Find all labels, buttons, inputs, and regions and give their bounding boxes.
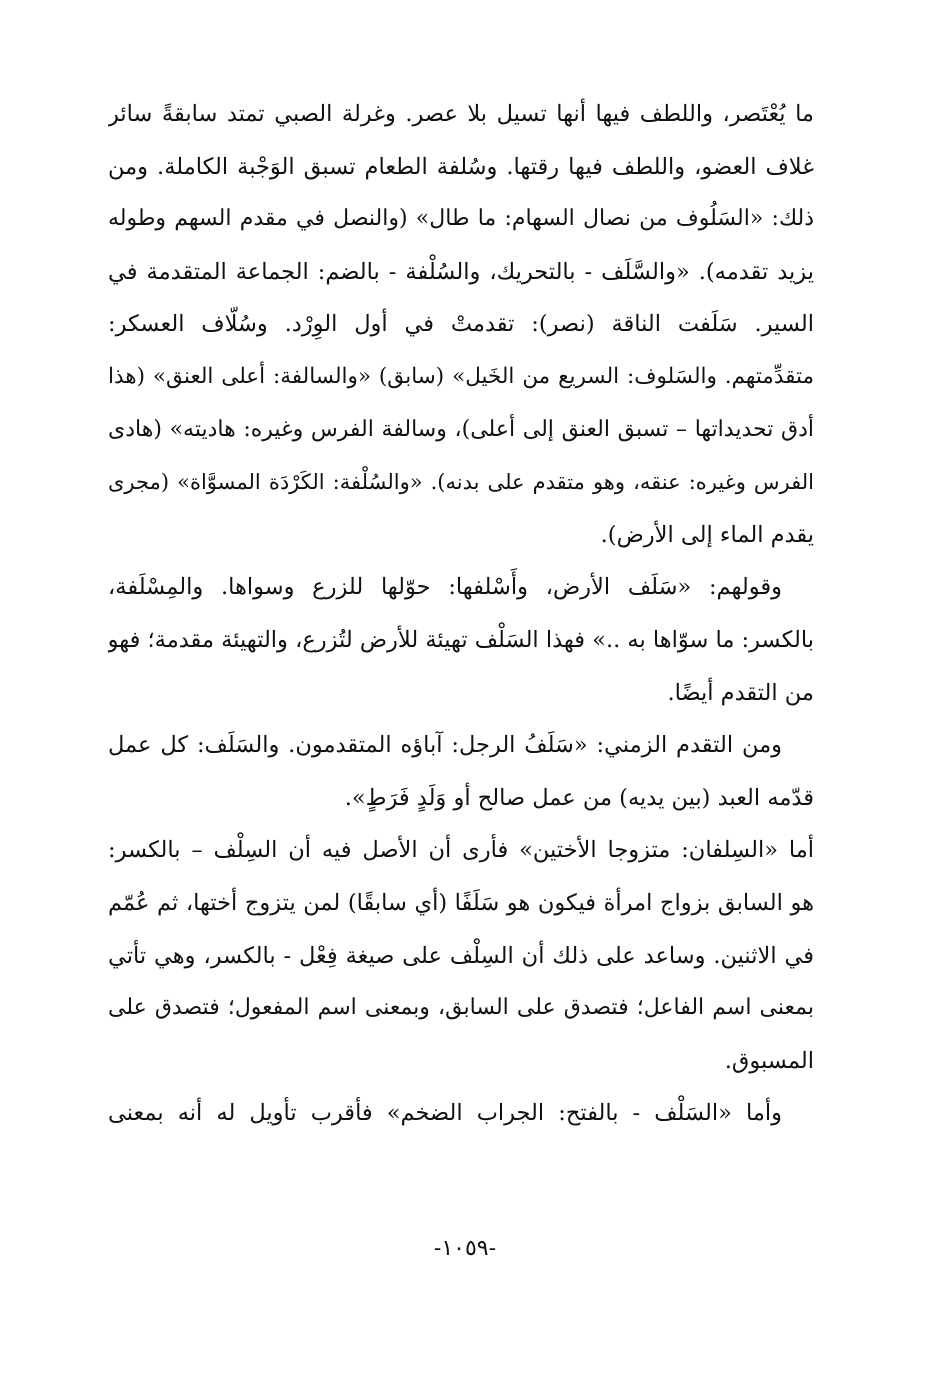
text-line: متقدِّمتهم. والسَلوف: السريع من الخَيل» (سابق) «والسالفة: أعلى العنق» (هذا: [108, 363, 814, 389]
text-line: السير. سَلَفت الناقة (نصر): تقدمتْ في أول الوِرْد. وسُلّاف العسكر:: [108, 311, 814, 338]
page-body: [108, 88, 814, 1140]
text-line: في الاثنين. وساعد على ذلك أن السِلْف على صيغة فِعْل - بالكسر، وهي تأتي: [108, 942, 814, 969]
paragraph-5: [108, 1087, 814, 1140]
paragraph-1: [108, 88, 814, 561]
text-line: بمعنى اسم الفاعل؛ فتصدق على السابق، وبمعنى اسم المفعول؛ فتصدق على: [108, 995, 814, 1021]
text-line: أدق تحديداتها – تسبق العنق إلى أعلى)، وسالفة الفرس وغيره: هاديته» (هادى: [108, 416, 814, 442]
text-line: ذلك: «السَلُوف من نصال السهام: ما طال» (والنصل في مقدم السهم وطوله: [108, 206, 814, 232]
text-line: قدّمه العبد (بين يديه) من عمل صالح أو وَلَدٍ فَرَطٍ».: [344, 784, 814, 811]
paragraph-2: [108, 561, 814, 719]
text-line: وقولهم: «سَلَف الأرض، وأَسْلفها: حوّلها للزرع وسواها. والمِسْلَفة،: [108, 574, 782, 601]
page-number: -١٠٥٩-: [433, 1236, 497, 1261]
text-line: الفرس وغيره: عنقه، وهو متقدم على بدنه). «والسُلْفة: الكَرْدَة المسوَّاة» (مجرى: [108, 470, 814, 495]
paragraph-3: [108, 719, 814, 824]
paragraph-4: [108, 824, 814, 1087]
text-line: غلاف العضو، واللطف فيها رقتها. وسُلفة الطعام تسبق الوَجْبة الكاملة. ومن: [108, 153, 814, 180]
text-line: المسبوق.: [724, 1047, 814, 1074]
text-line: وأما «السَلْف - بالفتح: الجراب الضخم» فأقرب تأويل له أنه بمعنى: [108, 1100, 782, 1127]
text-line: ومن التقدم الزمني: «سَلَفُ الرجل: آباؤه المتقدمون. والسَلَف: كل عمل: [108, 732, 782, 759]
text-line: أما «السِلفان: متزوجا الأختين» فأرى أن الأصل فيه أن السِلْف – بالكسر:: [108, 837, 814, 864]
text-line: من التقدم أيضًا.: [667, 679, 814, 706]
text-line: يقدم الماء إلى الأرض).: [600, 521, 814, 548]
text-line: ما يُعْتَصر، واللطف فيها أنها تسيل بلا عصر. وغرلة الصبي تمتد سابقةً سائر: [108, 101, 814, 127]
text-line: بالكسر: ما سوّاها به ..» فهذا السَلْف تهيئة للأرض لتُزرع، والتهيئة مقدمة؛ فهو: [108, 626, 814, 653]
text-line: يزيد تقدمه). «والسَّلَف - بالتحريك، والسُلْفة - بالضم: الجماعة المتقدمة في: [108, 258, 814, 285]
text-line: هو السابق بزواج امرأة فيكون هو سَلَفًا (أي سابقًا) لمن يتزوج أختها، ثم عُمّم: [108, 889, 814, 916]
